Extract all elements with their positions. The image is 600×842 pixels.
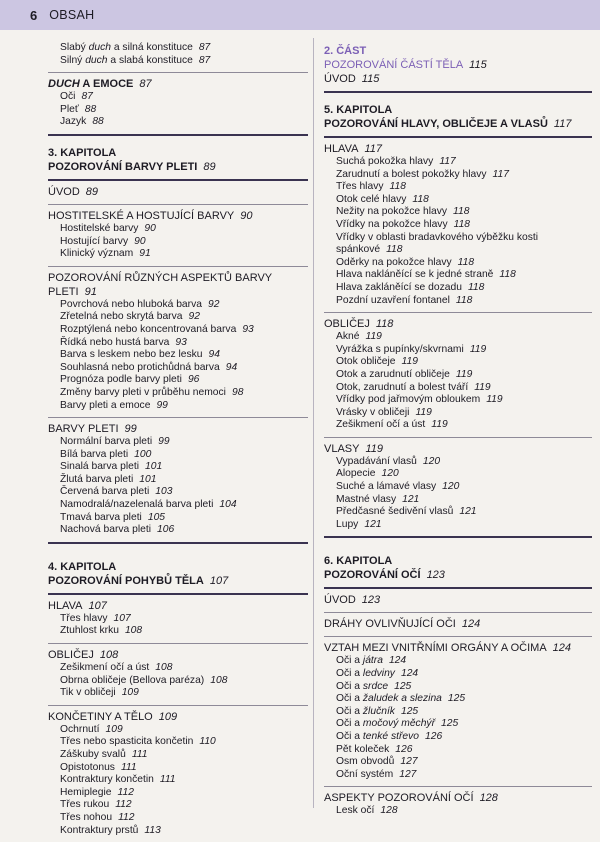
section-heading[interactable]: POZOROVÁNÍ RŮZNÝCH ASPEKTŮ BARVY PLETI 91 bbox=[48, 271, 272, 298]
right-column bbox=[324, 38, 592, 823]
section-aspekty-oci bbox=[324, 787, 592, 823]
chapter-number: 4. KAPITOLA bbox=[48, 560, 117, 573]
toc-entry[interactable]: Vřídky na pokožce hlavy 118 bbox=[336, 218, 471, 230]
toc-entry[interactable]: Vypadávání vlasů 120 bbox=[336, 455, 441, 467]
toc-entry[interactable]: Povrchová nebo hluboká barva 92 bbox=[60, 298, 220, 310]
toc-entry[interactable]: Tik v obličeji 109 bbox=[60, 687, 139, 699]
chapter-6 bbox=[324, 550, 592, 589]
toc-entry[interactable]: Třes hlavy 118 bbox=[336, 181, 406, 193]
toc-entry[interactable]: Lesk očí 128 bbox=[336, 805, 398, 817]
toc-entry[interactable]: Vyrážka s pupínky/skvrnami 119 bbox=[336, 343, 487, 355]
chapter-4 bbox=[48, 556, 308, 595]
toc-entry[interactable]: Zarudnutí a bolest pokožky hlavy 117 bbox=[336, 168, 509, 180]
left-column bbox=[48, 38, 308, 842]
chapter-title[interactable]: POZOROVÁNÍ OČÍ 123 bbox=[324, 569, 445, 582]
toc-entry[interactable]: Oční systém 127 bbox=[336, 768, 417, 780]
toc-entry[interactable]: Ztuhlost krku 108 bbox=[60, 625, 143, 637]
toc-entry[interactable]: Třes nebo spasticita končetin 110 bbox=[60, 736, 216, 748]
section-heading[interactable]: ÚVOD 123 bbox=[324, 594, 381, 607]
toc-entry[interactable]: Třes hlavy 107 bbox=[60, 612, 131, 624]
toc-entry[interactable]: Hemiplegie 112 bbox=[60, 786, 134, 798]
toc-entry[interactable]: Oděrky na pokožce hlavy 118 bbox=[336, 256, 475, 268]
section-heading[interactable]: HLAVA 107 bbox=[48, 599, 107, 612]
toc-entry[interactable]: Vrásky v obličeji 119 bbox=[336, 406, 432, 418]
toc-entry[interactable]: Změny barvy pleti v průběhu nemoci 98 bbox=[60, 386, 244, 398]
toc-entry[interactable]: Nachová barva pleti 106 bbox=[60, 524, 175, 536]
toc-entry[interactable]: Nežity na pokožce hlavy 118 bbox=[336, 206, 470, 218]
toc-entry[interactable]: Osm obvodů 127 bbox=[336, 756, 418, 768]
page-number: 6 bbox=[30, 7, 38, 23]
section-uvod-r bbox=[324, 589, 592, 613]
section-vlasy bbox=[324, 438, 592, 539]
toc-entry[interactable]: Tmavá barva pleti 105 bbox=[60, 511, 166, 523]
toc-entry[interactable]: Hostující barvy 90 bbox=[60, 235, 146, 247]
toc-entry[interactable]: Sinalá barva pleti 101 bbox=[60, 461, 163, 473]
toc-entry[interactable]: Záškuby svalů 111 bbox=[60, 749, 148, 760]
page-header bbox=[0, 0, 600, 30]
part-uvod[interactable]: ÚVOD 115 bbox=[324, 73, 380, 85]
toc-entry[interactable]: Oči a játra 124 bbox=[336, 655, 407, 667]
section-heading[interactable]: KONČETINY A TĚLO 109 bbox=[48, 710, 178, 723]
section-drahy bbox=[324, 613, 592, 637]
section-oblicej bbox=[48, 644, 308, 706]
toc-entry[interactable]: Normální barva pleti 99 bbox=[60, 436, 170, 448]
toc-entry[interactable]: Obrna obličeje (Bellova paréza) 108 bbox=[60, 674, 228, 686]
section-hlava bbox=[48, 595, 308, 644]
chapter-title[interactable]: POZOROVÁNÍ BARVY PLETI 89 bbox=[48, 160, 216, 173]
toc-entry[interactable]: Kontraktury prstů 113 bbox=[60, 824, 161, 836]
toc-entry[interactable]: Alopecie 120 bbox=[336, 468, 399, 480]
toc-entry[interactable]: Vřídky v oblasti bradavkového výběžku kosti bbox=[336, 231, 539, 243]
toc-entry[interactable]: Jazyk 88 bbox=[60, 116, 104, 128]
part-title[interactable]: POZOROVÁNÍ ČÁSTÍ TĚLA 115 bbox=[324, 59, 487, 71]
section-hlava-r bbox=[324, 138, 592, 313]
toc-entry[interactable]: Kontraktury končetin 111 bbox=[60, 774, 176, 786]
section-duch-emoce bbox=[48, 73, 308, 136]
toc-entry[interactable]: Žlutá barva pleti 101 bbox=[60, 473, 157, 485]
section-aspekty bbox=[48, 267, 308, 418]
part-number: 2. ČÁST bbox=[324, 45, 367, 57]
toc-entry[interactable]: Oči a srdce 125 bbox=[336, 680, 412, 692]
toc-entry[interactable]: Červená barva pleti 103 bbox=[60, 486, 173, 498]
toc-entry[interactable]: Barvy pleti a emoce 99 bbox=[60, 399, 168, 411]
toc-entry[interactable]: Oči a tenké střevo 126 bbox=[336, 731, 443, 742]
section-heading[interactable]: OBLIČEJ 108 bbox=[48, 649, 119, 662]
toc-entry[interactable]: Mastné vlasy 121 bbox=[336, 493, 420, 505]
toc-entry[interactable]: Oči 87 bbox=[60, 91, 93, 103]
toc-entry[interactable]: Lupy 121 bbox=[336, 518, 382, 530]
toc-entry[interactable]: Klinický význam 91 bbox=[60, 248, 151, 260]
toc-entry[interactable]: Třes rukou 112 bbox=[60, 799, 132, 811]
section-heading[interactable]: VZTAH MEZI VNITŘNÍMI ORGÁNY A OČIMA 124 bbox=[324, 642, 572, 655]
section-hostitelske bbox=[48, 205, 308, 267]
toc-entry[interactable]: Hostitelské barvy 90 bbox=[60, 222, 156, 234]
chapter-title[interactable]: POZOROVÁNÍ POHYBŮ TĚLA 107 bbox=[48, 574, 229, 587]
section-heading[interactable]: BARVY PLETI 99 bbox=[48, 423, 137, 436]
toc-entry[interactable]: Oči a žaludek a slezina 125 bbox=[336, 693, 466, 705]
toc-entry[interactable]: Oči a močový měchýř 125 bbox=[336, 718, 459, 730]
section-heading[interactable]: DUCH A EMOCE 87 bbox=[48, 78, 152, 91]
toc-entry[interactable]: Hlava zakláněící se dozadu 118 bbox=[336, 281, 485, 293]
toc-entry[interactable]: Prognóza podle barvy pleti 96 bbox=[60, 374, 200, 386]
toc-entry[interactable]: Suché a lámavé vlasy 120 bbox=[336, 481, 460, 493]
chapter-5 bbox=[324, 99, 592, 138]
toc-entry[interactable]: Suchá pokožka hlavy 117 bbox=[336, 156, 456, 167]
toc-entry[interactable]: Silný duch a slabá konstituce 87 bbox=[60, 54, 211, 66]
toc-entry[interactable]: Pleť 88 bbox=[60, 103, 97, 115]
section-heading[interactable]: HLAVA 117 bbox=[324, 143, 382, 155]
toc-entry[interactable]: Otok, zarudnutí a bolest tváří 119 bbox=[336, 381, 491, 393]
toc-entry[interactable]: Pět koleček 126 bbox=[336, 743, 413, 755]
section-koncetiny bbox=[48, 706, 308, 842]
toc-entry[interactable]: Otok a zarudnutí obličeje 119 bbox=[336, 368, 473, 380]
toc-entry[interactable]: Otok celé hlavy 118 bbox=[336, 193, 429, 205]
toc-entry[interactable]: Bílá barva pleti 100 bbox=[60, 448, 152, 460]
toc-entry[interactable]: Řídká nebo hustá barva 93 bbox=[60, 336, 187, 348]
section-heading[interactable]: DRÁHY OVLIVŇUJÍCÍ OČI 124 bbox=[324, 618, 481, 631]
section-uvod bbox=[48, 181, 308, 205]
chapter-number: 5. KAPITOLA bbox=[324, 104, 393, 116]
toc-entry[interactable]: Ochrnutí 109 bbox=[60, 723, 123, 735]
toc-entry-continued[interactable]: spánkové 118 bbox=[336, 244, 403, 256]
toc-entry[interactable]: Zřetelná nebo skrytá barva 92 bbox=[60, 311, 200, 323]
section-vztah bbox=[324, 637, 592, 787]
section-barvy bbox=[48, 418, 308, 544]
toc-entry[interactable]: Slabý duch a silná konstituce 87 bbox=[60, 42, 211, 53]
toc-entry[interactable]: Barva s leskem nebo bez lesku 94 bbox=[60, 349, 220, 361]
toc-entry[interactable]: Opistotonus 111 bbox=[60, 761, 137, 773]
section-heading[interactable]: HOSTITELSKÉ A HOSTUJÍCÍ BARVY 90 bbox=[48, 209, 253, 222]
chapter-number: 6. KAPITOLA bbox=[324, 555, 393, 568]
toc-entry[interactable]: Akné 119 bbox=[336, 331, 382, 343]
toc-entry[interactable]: Oči a žlučník 125 bbox=[336, 705, 419, 717]
chapter-3 bbox=[48, 142, 308, 181]
toc-entry[interactable]: Předčasné šedivění vlasů 121 bbox=[336, 506, 477, 518]
toc-entry[interactable]: Souhlasná nebo protichůdná barva 94 bbox=[60, 361, 238, 373]
part-2 bbox=[324, 38, 592, 93]
column-divider bbox=[313, 38, 314, 808]
section-heading[interactable]: ÚVOD 89 bbox=[48, 185, 99, 198]
section-heading[interactable]: ASPEKTY POZOROVÁNÍ OČÍ 128 bbox=[324, 792, 498, 805]
toc-entry[interactable]: Zešikmení očí a úst 119 bbox=[336, 419, 448, 431]
section-heading[interactable]: VLASY 119 bbox=[324, 442, 384, 455]
toc-entry[interactable]: Rozptýlená nebo koncentrovaná barva 93 bbox=[60, 323, 254, 335]
toc-entry[interactable]: Vřídky pod jařmovým obloukem 119 bbox=[336, 394, 503, 406]
toc-entry[interactable]: Zešikmení očí a úst 108 bbox=[60, 662, 173, 674]
toc-entry[interactable]: Namodralá/nazelenalá barva pleti 104 bbox=[60, 499, 237, 511]
chapter-number: 3. KAPITOLA bbox=[48, 146, 117, 159]
toc-entry[interactable]: Pozdní uzavření fontanel 118 bbox=[336, 294, 473, 306]
header-title: OBSAH bbox=[49, 8, 95, 22]
toc-entry[interactable]: Hlava nakláněící se k jedné straně 118 bbox=[336, 269, 516, 281]
toc-entry[interactable]: Otok obličeje 119 bbox=[336, 356, 418, 368]
section-heading[interactable]: OBLIČEJ 118 bbox=[324, 318, 394, 331]
chapter-title[interactable]: POZOROVÁNÍ HLAVY, OBLIČEJE A VLASŮ 117 bbox=[324, 118, 572, 130]
toc-entry[interactable]: Třes nohou 112 bbox=[60, 811, 135, 823]
section-oblicej-r bbox=[324, 313, 592, 438]
toc-entry[interactable]: Oči a ledviny 124 bbox=[336, 668, 419, 680]
section-top-items bbox=[48, 38, 308, 73]
